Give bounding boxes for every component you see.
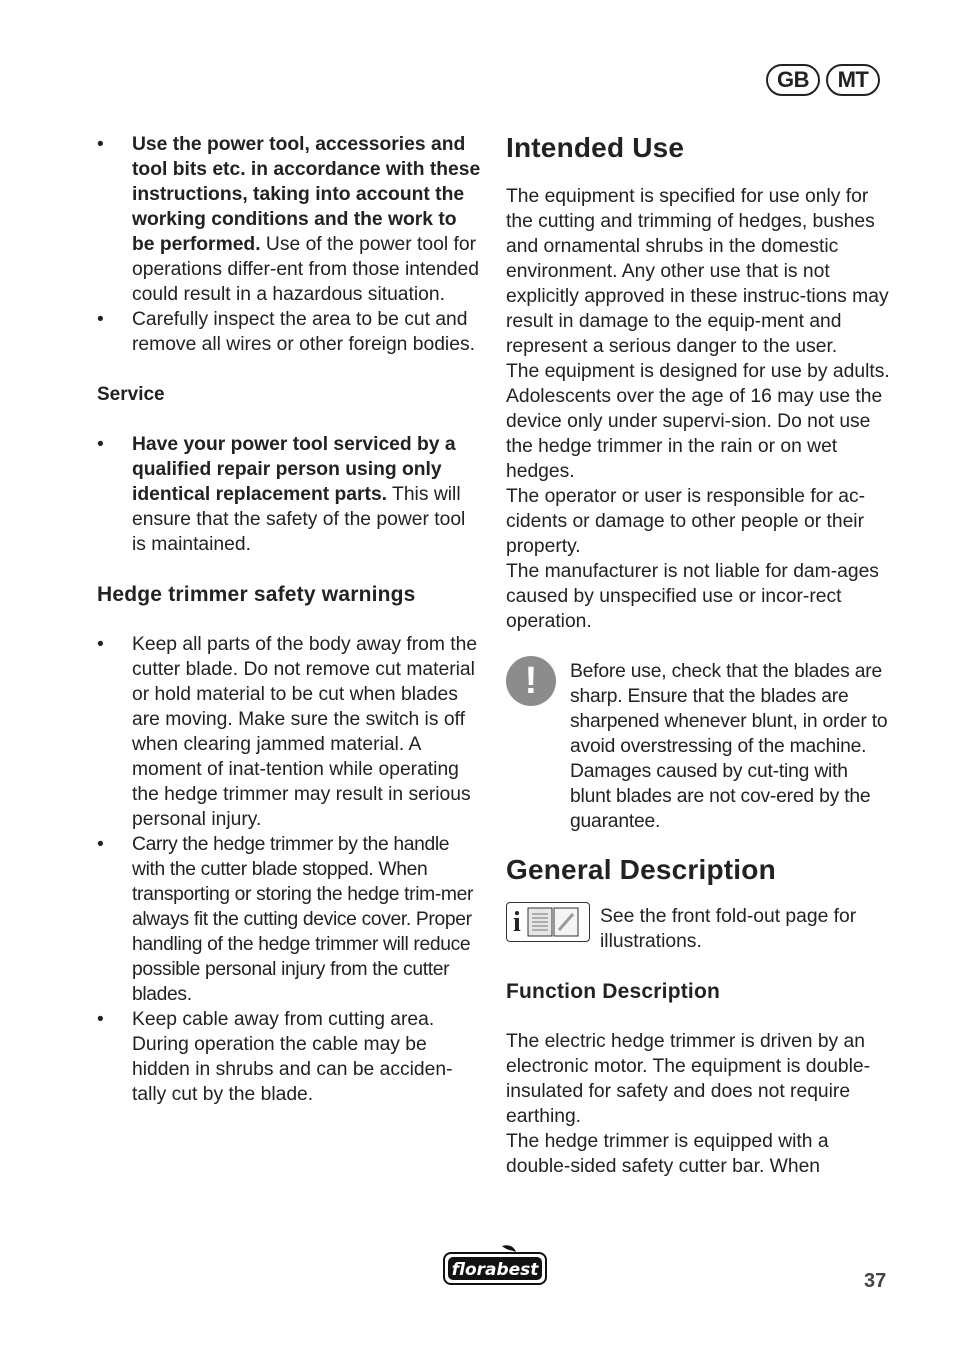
service-heading: Service [97,384,165,405]
hedge-safety-heading: Hedge trimmer safety warnings [97,583,416,606]
info-text: See the front fold-out page for illustrations. [600,906,857,952]
service-bullets [97,432,481,557]
safety-bullets [97,132,481,357]
list-item: • Keep cable away from cutting area. During operation the cable may be hidden in shrubs and can be acciden-tally cut by the blade. [97,1007,481,1107]
bullet-text: Use of the power tool for operations differ-ent from those intended could result in a hazardous situation. [132,234,479,305]
function-description-heading: Function Description [506,980,720,1003]
language-badges [766,64,880,96]
intended-use-heading: Intended Use [506,132,685,163]
florabest-logo [442,1244,548,1286]
left-column [97,132,481,1107]
lang-badge-gb: GB [766,64,820,96]
list-item [97,132,481,307]
general-description-heading: General Description [506,854,776,885]
hedge-safety-bullets [97,632,481,1107]
list-item: • Carry the hedge trimmer by the handle with the cutter blade stopped. When transporting or storing the hedge trim-mer always fit the cutting device cover. Proper handling of the hedge trimmer will reduce possible personal injury from the cutter blades. [97,832,481,1007]
foldout-page-icon [527,906,583,938]
list-item: • Keep all parts of the body away from the cutter blade. Do not remove cut material or hold material to be cut when blades are moving. Make sure the switch is off when clearing jammed material. A moment of inat-tention while operating the hedge trimmer may result in serious personal injury. [97,632,481,832]
paragraph: The hedge trimmer is equipped with a double-sided safety cutter bar. When [506,1131,829,1177]
bullet-text: This will ensure that the safety of the power tool is maintained. [132,484,466,555]
bullet-bold: Have your power tool serviced by a qualified repair person using only identical replacement parts. [132,434,456,505]
paragraph: The equipment is specified for use only for the cutting and trimming of hedges, bushes and ornamental shrubs in the domestic environment. Any other use that is not explicitly approved in these instruc-tions may result in damage to the equip-ment and represent a serious danger to the user. [506,186,889,357]
info-book-icon: i [506,902,590,942]
info-notice [506,904,890,954]
page-number: 37 [864,1270,887,1292]
paragraph: The equipment is designed for use by adults. Adolescents over the age of 16 may use the device only under supervi-sion. Do not use the hedge trimmer in the rain or on wet hedges. [506,361,890,482]
list-item [97,432,481,557]
bullet-bold: Use the power tool, accessories and tool bits etc. in accordance with these instructions, taking into account the working conditions and the work to be performed. [132,134,481,255]
warning-text: Before use, check that the blades are sharp. Ensure that the blades are sharpened whenever blunt, in order to avoid overstressing of the machine. Damages caused by cut-ting with blunt blades are not cov-ered by the guarantee. [570,661,888,832]
paragraph: The electric hedge trimmer is driven by an electronic motor. The equipment is double-insulated for safety and does not require earthing. [506,1031,871,1127]
paragraph: The operator or user is responsible for ac-cidents or damage to other people or their property. [506,486,866,557]
bullet-text: Carefully inspect the area to be cut and remove all wires or other foreign bodies. [132,309,475,355]
paragraph: The manufacturer is not liable for dam-ages caused by unspecified use or incor-rect operation. [506,561,879,632]
lang-badge-mt: MT [826,64,880,96]
warning-notice [506,659,890,834]
list-item [97,307,481,357]
right-column [506,132,890,1179]
exclamation-icon: ! [506,656,556,706]
logo-text: florabest [451,1260,539,1280]
